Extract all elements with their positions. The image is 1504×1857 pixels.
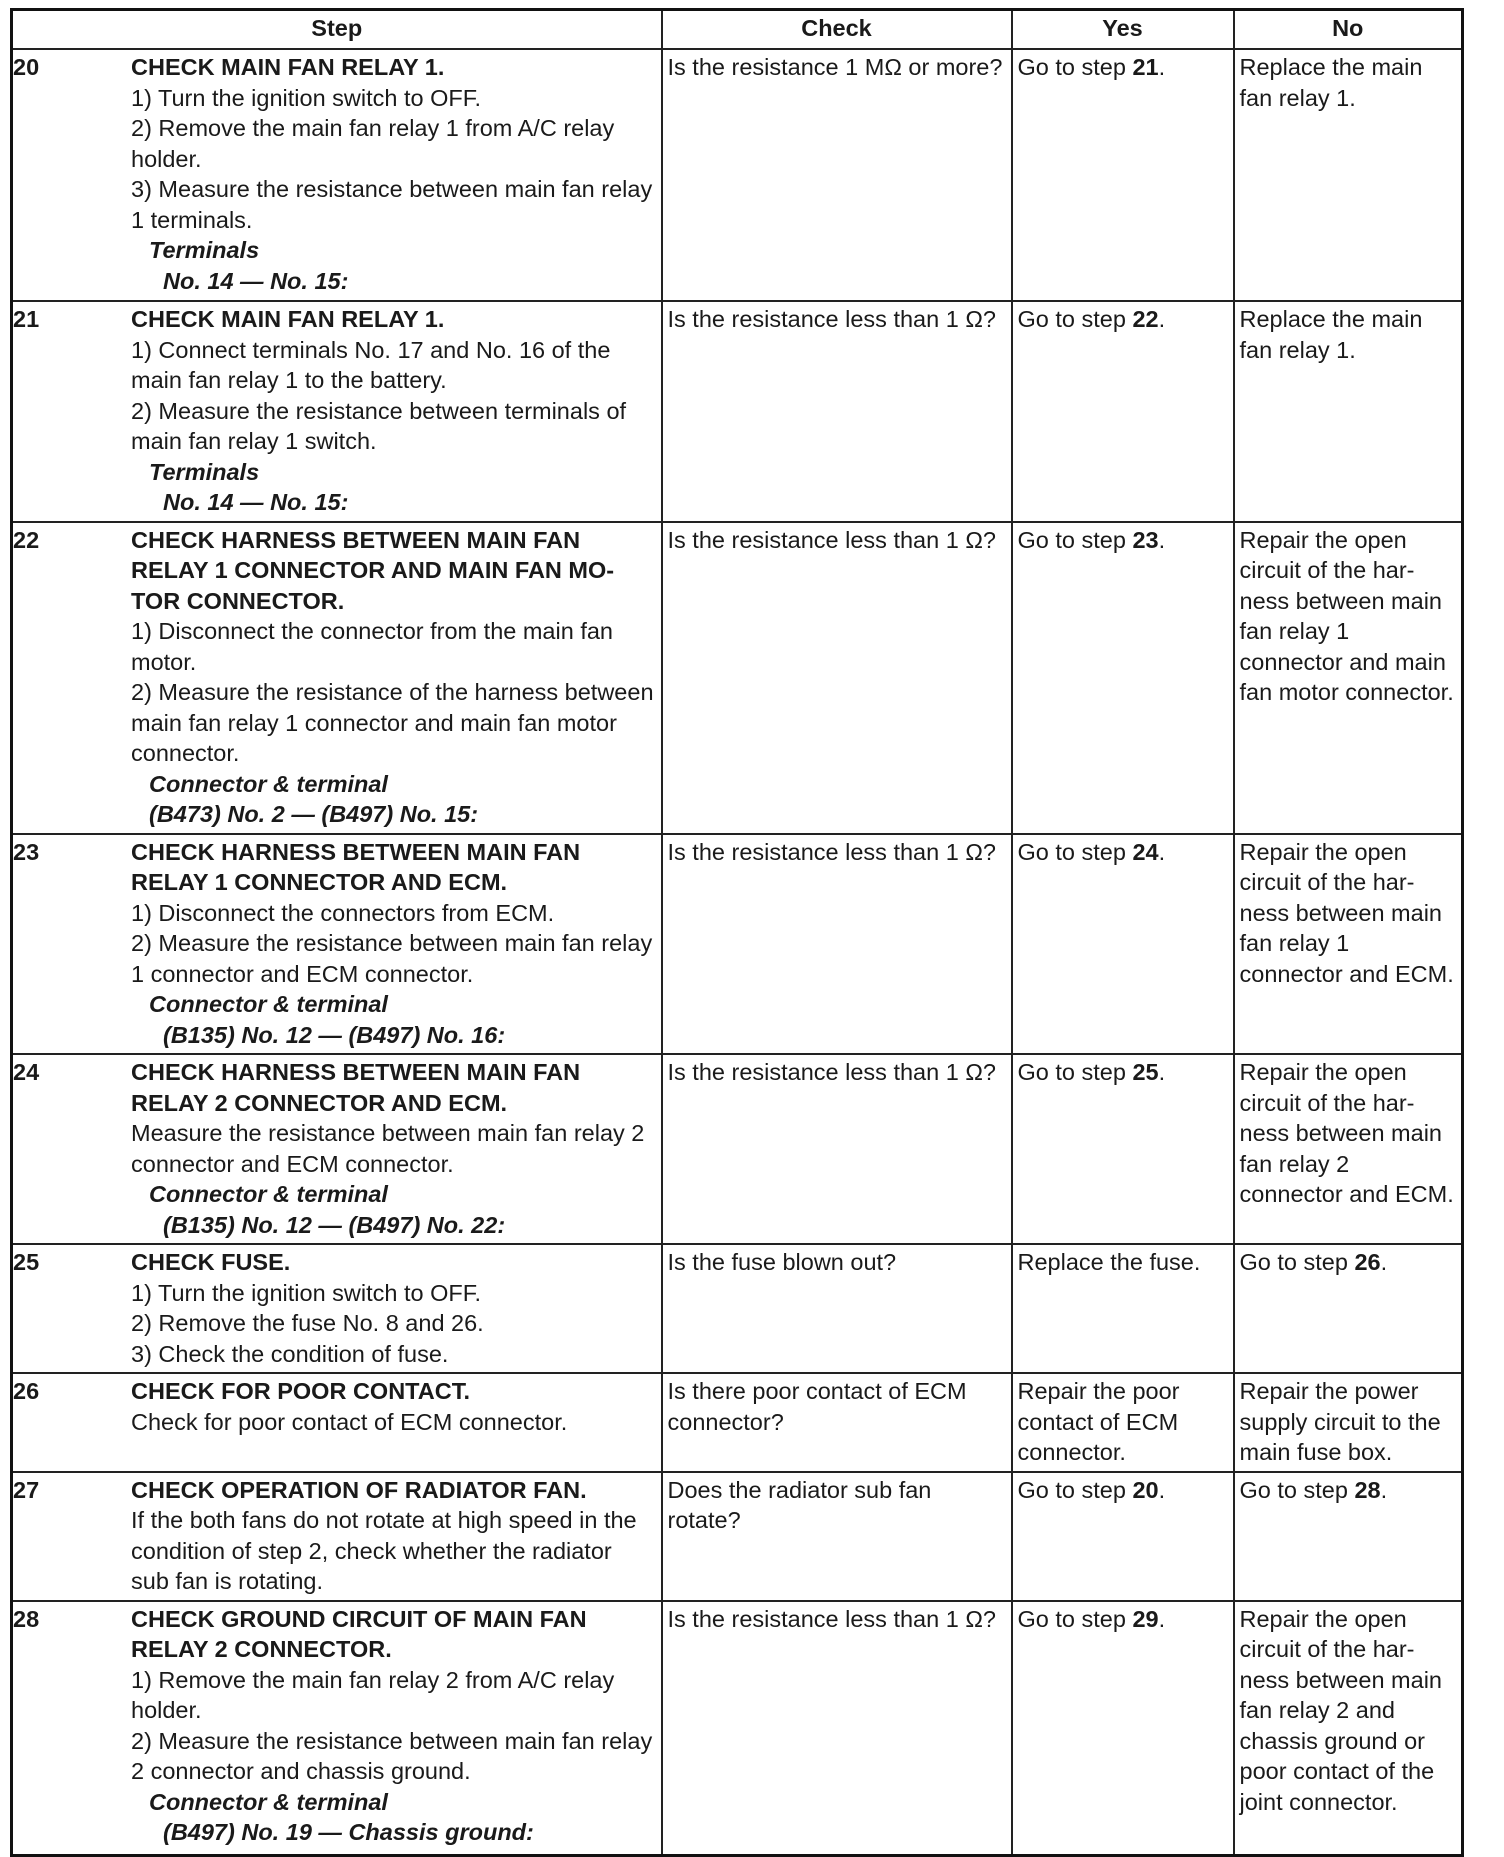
yes-cell: Go to step 24.: [1012, 834, 1234, 1055]
no-text: Go to step: [1239, 1249, 1355, 1275]
step-title: CHECK MAIN FAN RELAY 1.: [131, 54, 445, 80]
step-number: 28: [13, 1605, 40, 1632]
check-cell: Does the radiator sub fan rotate?: [662, 1472, 1012, 1601]
step-instruction: 1) Connect terminals No. 17 and No. 16 of the main fan relay 1 to the battery.: [131, 336, 611, 393]
step-instruction: 3) Check the condition of fuse.: [131, 1340, 449, 1367]
yes-text: Go to step: [1017, 1605, 1133, 1632]
table-row: [12, 49, 1463, 301]
yes-cell: Replace the fuse.: [1012, 1244, 1234, 1373]
step-instruction: If the both fans do not rotate at high speed in the condition of step 2, check whether the radiator sub fan is rotating.: [131, 1507, 637, 1594]
table-row: [12, 301, 1463, 522]
step-cell: [12, 49, 662, 301]
yes-step-ref: 25: [1132, 1059, 1159, 1085]
yes-step-ref: 29: [1132, 1605, 1159, 1632]
yes-text: Go to step: [1017, 838, 1133, 865]
no-cell: Repair the open circuit of the har-ness between main fan relay 2 connector and ECM.: [1234, 1054, 1463, 1244]
step-number: 25: [13, 1249, 40, 1275]
yes-step-ref: 24: [1132, 838, 1159, 865]
step-instruction: 2) Remove the fuse No. 8 and 26.: [131, 1310, 484, 1336]
table-row: [12, 1054, 1463, 1244]
step-cell: [12, 1472, 662, 1601]
step-title: CHECK HARNESS BETWEEN MAIN FAN RELAY 1 CONNECTOR AND ECM.: [131, 838, 581, 895]
no-cell: Repair the power supply circuit to the main fuse box.: [1234, 1373, 1463, 1472]
step-title: CHECK OPERATION OF RADIATOR FAN.: [131, 1476, 587, 1503]
step-instruction: 2) Remove the main fan relay 1 from A/C relay holder.: [131, 115, 615, 172]
yes-cell: Go to step 29.: [1012, 1601, 1234, 1856]
check-cell: Is the fuse blown out?: [662, 1244, 1012, 1373]
yes-text: Go to step: [1017, 1059, 1133, 1085]
check-cell: Is the resistance less than 1 Ω?: [662, 301, 1012, 522]
yes-cell: Go to step 21.: [1012, 49, 1234, 301]
yes-step-ref: 22: [1132, 306, 1159, 332]
spec-label: Connector & terminal: [149, 991, 388, 1017]
step-instruction: 1) Turn the ignition switch to OFF.: [131, 84, 482, 111]
table-row: [12, 522, 1463, 834]
yes-text: Go to step: [1017, 1476, 1133, 1503]
header-check: Check: [662, 10, 1012, 50]
yes-step-ref: 23: [1132, 526, 1159, 553]
no-text: Go to step: [1239, 1476, 1355, 1503]
step-title: CHECK FOR POOR CONTACT.: [131, 1378, 471, 1404]
step-title: CHECK GROUND CIRCUIT OF MAIN FAN RELAY 2 CONNECTOR.: [131, 1605, 587, 1662]
yes-step-ref: 20: [1132, 1476, 1159, 1503]
step-instruction: 2) Measure the resistance of the harness between main fan relay 1 connector and main fan motor connector.: [131, 679, 654, 766]
yes-cell: Go to step 25.: [1012, 1054, 1234, 1244]
no-step-ref: 28: [1354, 1476, 1381, 1503]
step-instruction: 3) Measure the resistance between main fan relay 1 terminals.: [131, 176, 653, 233]
step-number: 20: [13, 54, 40, 80]
yes-cell: Repair the poor contact of ECM connector.: [1012, 1373, 1234, 1472]
spec-label: Connector & terminal: [149, 770, 388, 797]
no-cell: Repair the open circuit of the har-ness between main fan relay 2 and chassis ground or poor contact of the joint connector.: [1234, 1601, 1463, 1856]
spec-value: No. 14 — No. 15:: [163, 267, 349, 294]
table-header-row: [12, 10, 1463, 50]
step-title: CHECK HARNESS BETWEEN MAIN FAN RELAY 1 CONNECTOR AND MAIN FAN MO-TOR CONNECTOR.: [131, 526, 615, 614]
spec-label: Terminals: [149, 458, 260, 485]
step-number: 26: [13, 1378, 40, 1404]
step-cell: [12, 1244, 662, 1373]
step-instruction: 1) Disconnect the connectors from ECM.: [131, 899, 555, 926]
step-title: CHECK MAIN FAN RELAY 1.: [131, 306, 445, 332]
step-cell: [12, 1601, 662, 1856]
table-row: [12, 1472, 1463, 1601]
step-instruction: 1) Disconnect the connector from the main fan motor.: [131, 618, 613, 675]
table-row: [12, 1244, 1463, 1373]
check-cell: Is the resistance 1 MΩ or more?: [662, 49, 1012, 301]
yes-cell: Go to step 22.: [1012, 301, 1234, 522]
no-cell: Go to step 26.: [1234, 1244, 1463, 1373]
spec-value: (B135) No. 12 — (B497) No. 16:: [163, 1021, 506, 1048]
step-cell: [12, 1373, 662, 1472]
header-step: Step: [12, 10, 662, 50]
step-cell: [12, 1054, 662, 1244]
step-cell: [12, 834, 662, 1055]
step-instruction: 2) Measure the resistance between main fan relay 2 connector and chassis ground.: [131, 1727, 653, 1784]
step-number: 27: [13, 1476, 40, 1503]
step-cell: [12, 522, 662, 834]
step-title: CHECK HARNESS BETWEEN MAIN FAN RELAY 2 CONNECTOR AND ECM.: [131, 1059, 581, 1116]
yes-text: Go to step: [1017, 54, 1133, 80]
spec-label: Terminals: [149, 237, 260, 263]
spec-label: Connector & terminal: [149, 1181, 388, 1207]
spec-value: (B135) No. 12 — (B497) No. 22:: [163, 1211, 506, 1238]
diagnostic-table: [10, 8, 1464, 1857]
check-cell: Is the resistance less than 1 Ω?: [662, 522, 1012, 834]
no-cell: Repair the open circuit of the har-ness between main fan relay 1 connector and ECM.: [1234, 834, 1463, 1055]
no-step-ref: 26: [1354, 1249, 1381, 1275]
yes-text: Go to step: [1017, 526, 1133, 553]
table-row: [12, 1373, 1463, 1472]
table-row: [12, 1601, 1463, 1856]
table-row: [12, 834, 1463, 1055]
step-number: 23: [13, 838, 40, 865]
yes-cell: Go to step 23.: [1012, 522, 1234, 834]
header-yes: Yes: [1012, 10, 1234, 50]
step-number: 21: [13, 306, 40, 332]
step-instruction: 2) Measure the resistance between main fan relay 1 connector and ECM connector.: [131, 930, 653, 987]
no-cell: Replace the main fan relay 1.: [1234, 49, 1463, 301]
step-instruction: Measure the resistance between main fan relay 2 connector and ECM connector.: [131, 1120, 645, 1177]
no-cell: Go to step 28.: [1234, 1472, 1463, 1601]
step-instruction: 1) Remove the main fan relay 2 from A/C relay holder.: [131, 1666, 615, 1723]
spec-value: No. 14 — No. 15:: [163, 489, 349, 515]
no-cell: Repair the open circuit of the har-ness between main fan relay 1 connector and main fan motor connector.: [1234, 522, 1463, 834]
header-no: No: [1234, 10, 1463, 50]
yes-cell: Go to step 20.: [1012, 1472, 1234, 1601]
step-instruction: 1) Turn the ignition switch to OFF.: [131, 1279, 482, 1306]
yes-step-ref: 21: [1132, 54, 1159, 80]
yes-text: Go to step: [1017, 306, 1133, 332]
no-cell: Replace the main fan relay 1.: [1234, 301, 1463, 522]
spec-value: (B497) No. 19 — Chassis ground:: [163, 1819, 534, 1845]
step-instruction: 2) Measure the resistance between terminals of main fan relay 1 switch.: [131, 397, 627, 454]
step-number: 22: [13, 526, 40, 553]
step-cell: [12, 301, 662, 522]
step-instruction: Check for poor contact of ECM connector.: [131, 1408, 568, 1435]
spec-value: (B473) No. 2 — (B497) No. 15:: [149, 801, 479, 827]
check-cell: Is the resistance less than 1 Ω?: [662, 1054, 1012, 1244]
step-title: CHECK FUSE.: [131, 1249, 291, 1275]
check-cell: Is the resistance less than 1 Ω?: [662, 834, 1012, 1055]
step-number: 24: [13, 1059, 40, 1085]
spec-label: Connector & terminal: [149, 1788, 388, 1815]
check-cell: Is the resistance less than 1 Ω?: [662, 1601, 1012, 1856]
check-cell: Is there poor contact of ECM connector?: [662, 1373, 1012, 1472]
